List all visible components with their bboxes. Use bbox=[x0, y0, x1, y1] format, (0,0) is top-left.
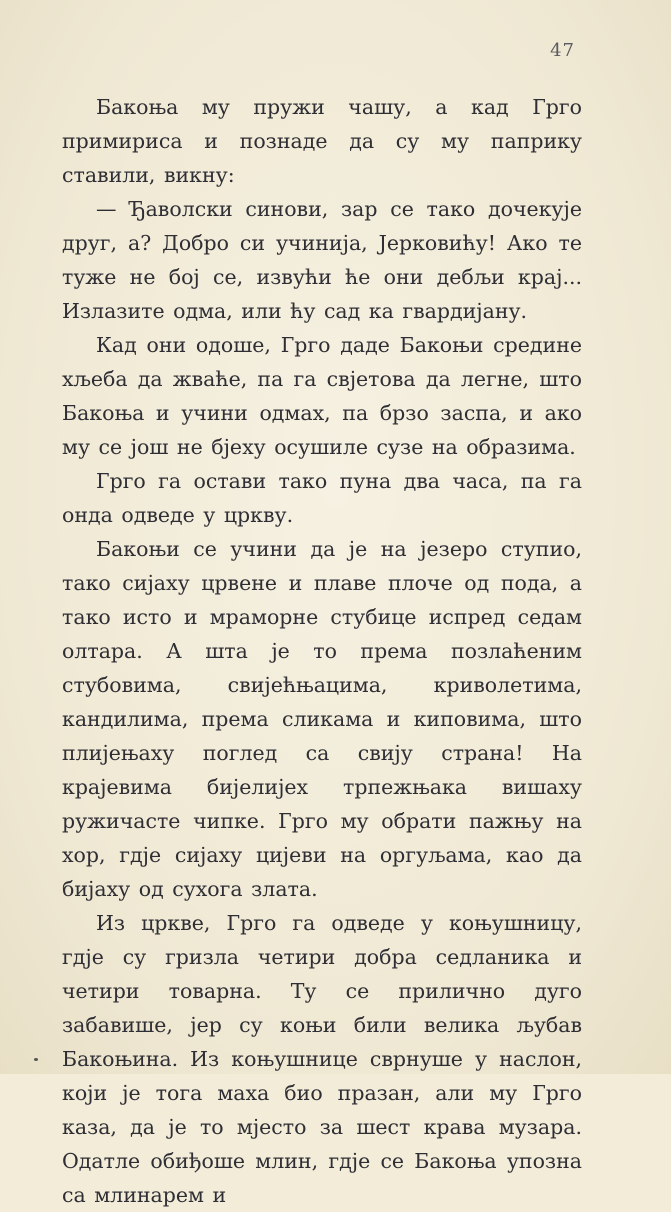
paragraph-3: Кад они одоше, Грго даде Бакоњи средине хљеба да жваће, па га свјетова да легне, што Бакоња и учини одмах, па брзо заспа, и ако му се још не бјеху осушиле сузе на образима. bbox=[62, 333, 582, 459]
paragraph-6: Из цркве, Грго га одведе у коњушницу, гдје су гризла четири добра седланика и четири товарна. Ту се прилично дуго забавише, јер су коњи били велика љубав Бакоњина. Из коњушнице сврнуше у наслон, који је тога маха био празан, али му Грго каза, да је то мјесто за шест крава музара. Одатле обиђоше млин, гдје се Бакоња упозна са млинарем и bbox=[62, 911, 582, 1207]
paper-speck bbox=[34, 1058, 38, 1061]
paragraph-1: Бакоња му пружи чашу, а кад Грго примириса и познаде да су му паприку ставили, викну: bbox=[62, 95, 582, 187]
paragraph-2: — Ђаволски синови, зар се тако дочекује друг, а? Добро си учинија, Јерковићу! Ако те туже не бој се, извући ће они дебљи крај... Излазите одма, или ћу сад ка гвардијану. bbox=[62, 197, 582, 323]
body-text bbox=[62, 90, 582, 1212]
paragraph-4: Грго га остави тако пуна два часа, па га онда одведе у цркву. bbox=[62, 469, 582, 527]
page-number: 47 bbox=[550, 40, 575, 61]
paragraph-5: Бакоњи се учини да је на језеро ступио, тако сијаху црвене и плаве плоче од пода, а тако исто и мраморне стубице испред седам олтара. А шта је то према позлаћеним стубовима, свијећњацима, криволетима, кандилима, према сликама и киповима, што плијењаху поглед са свију страна! На крајевима бијелијех трпежњака вишаху ружичасте чипке. Грго му обрати пажњу на хор, гдје сијаху цијеви на оргуљама, као да бијаху од сухога злата. bbox=[62, 537, 582, 901]
